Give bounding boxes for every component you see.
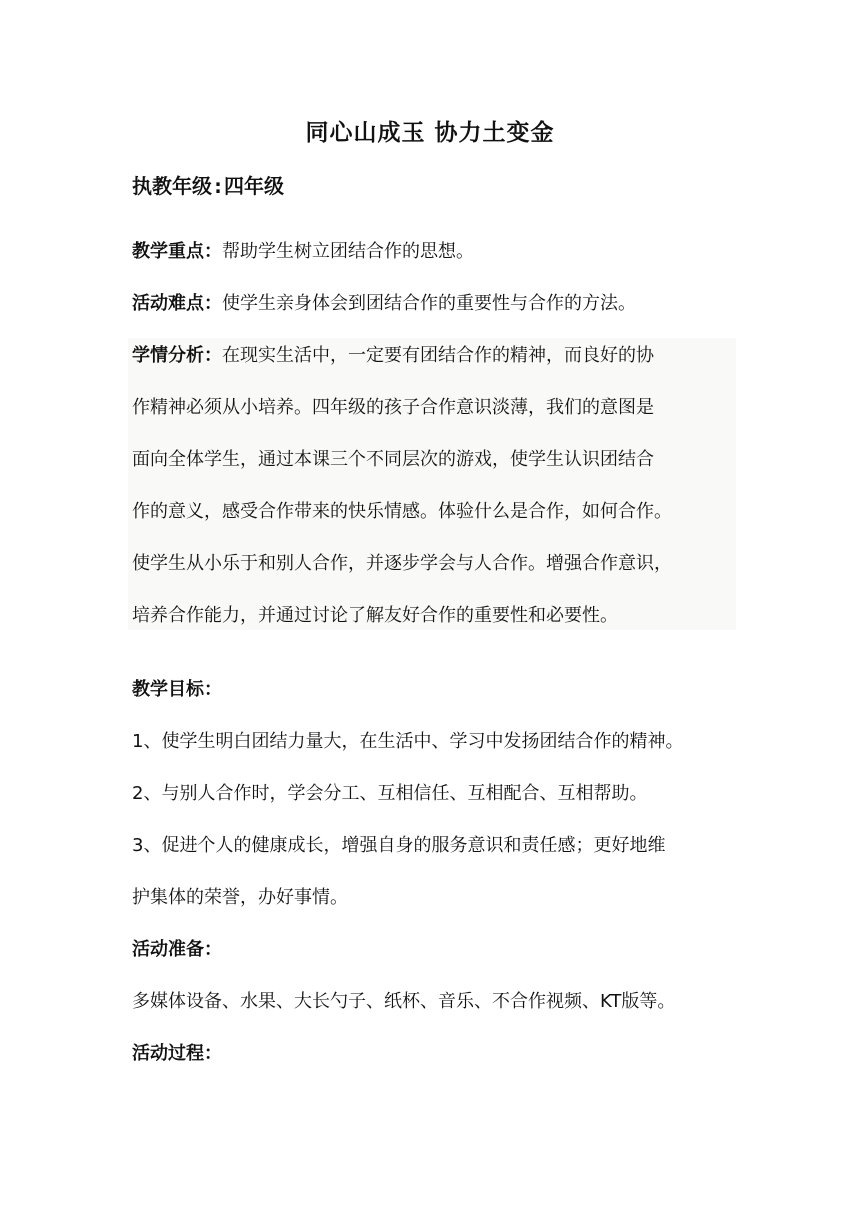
grade-line: 执教年级:四年级 [132,174,285,198]
preparation-heading: 活动准备： [132,939,222,960]
difficulty-text: 使学生亲身体会到团结合作的重要性与合作的方法。 [222,293,636,314]
analysis-line: 作精神必须从小培养。四年级的孩子合作意识淡薄，我们的意图是 [132,397,654,418]
analysis-line: 使学生从小乐于和别人合作，并逐步学会与人合作。增强合作意识， [132,553,672,574]
document-title: 同心山成玉 协力土变金 [305,120,555,146]
analysis-line: 培养合作能力，并通过讨论了解友好合作的重要性和必要性。 [132,605,618,626]
analysis-background [128,338,736,630]
key-point-label: 教学重点： [132,241,222,262]
analysis-label: 学情分析： [132,345,222,366]
analysis-line: 作的意义，感受合作带来的快乐情感。体验什么是合作，如何合作。 [132,501,672,522]
objective-item: 1、使学生明白团结力量大，在生活中、学习中发扬团结合作的精神。 [132,731,684,752]
analysis-line [132,344,654,368]
difficulty-line [132,292,636,316]
preparation-text: 多媒体设备、水果、大长勺子、纸杯、音乐、不合作视频、KT版等。 [132,991,676,1012]
objective-item: 护集体的荣誉，办好事情。 [132,887,348,908]
key-point-line [132,240,474,264]
analysis-line: 面向全体学生，通过本课三个不同层次的游戏，使学生认识团结合 [132,449,654,470]
key-point-text: 帮助学生树立团结合作的思想。 [222,241,474,262]
objective-item: 3、促进个人的健康成长，增强自身的服务意识和责任感；更好地维 [132,835,666,856]
difficulty-label: 活动难点： [132,293,222,314]
objective-item: 2、与别人合作时，学会分工、互相信任、互相配合、互相帮助。 [132,783,648,804]
process-heading: 活动过程： [132,1043,222,1064]
analysis-text: 在现实生活中，一定要有团结合作的精神，而良好的协 [222,345,654,366]
objectives-heading: 教学目标： [132,679,222,700]
